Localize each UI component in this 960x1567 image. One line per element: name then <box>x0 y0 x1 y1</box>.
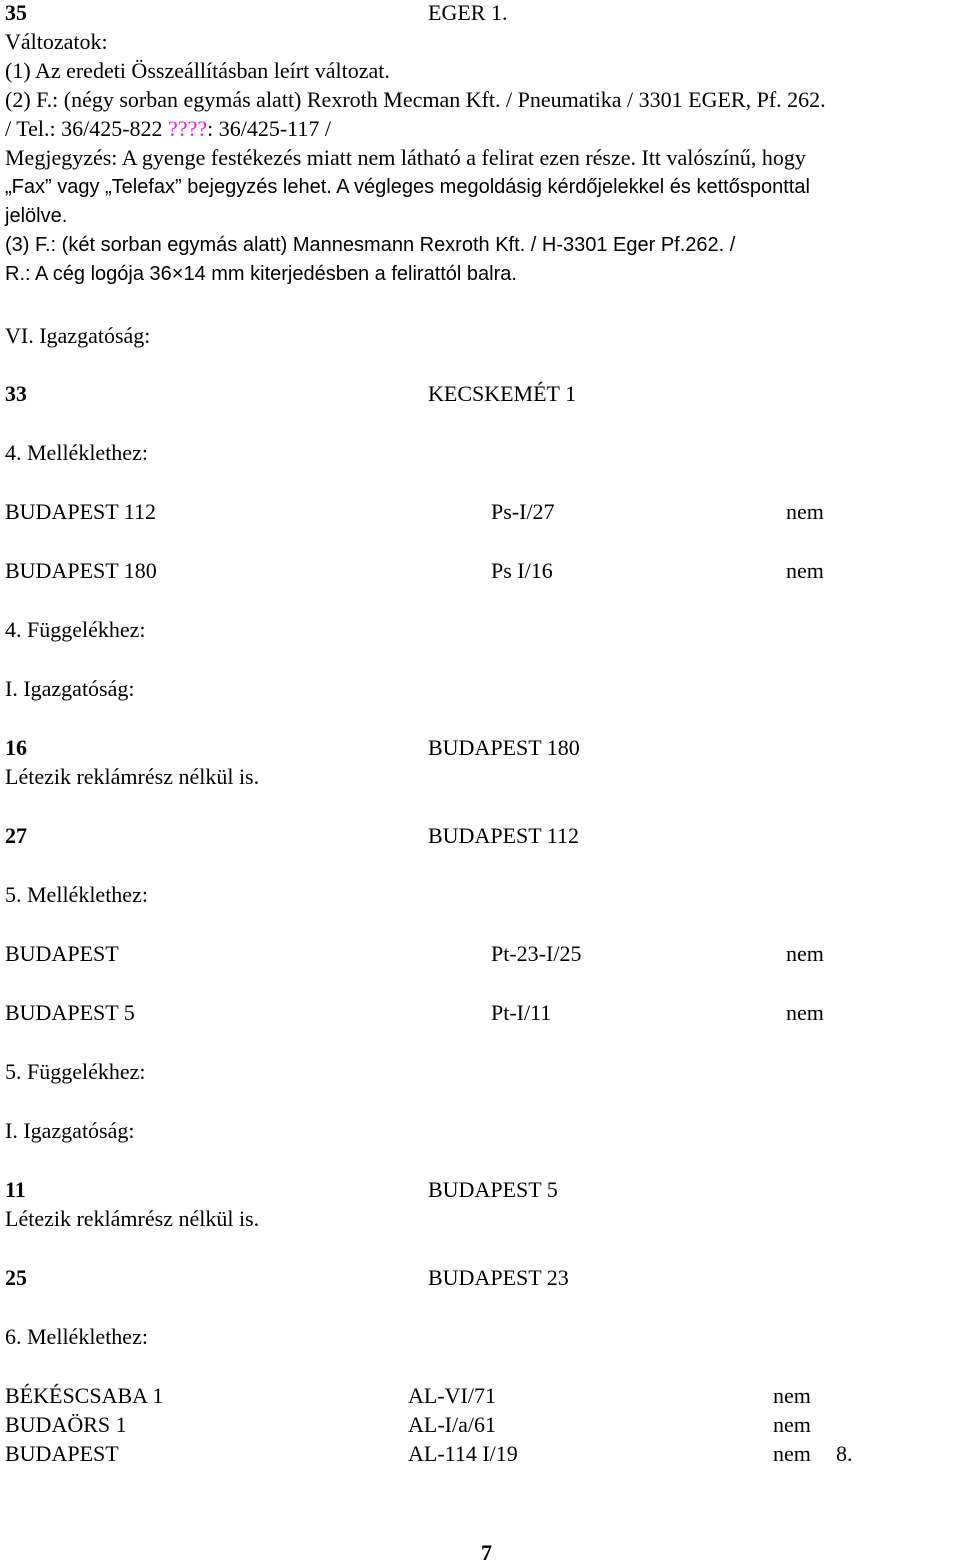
annex-5-row-code: Pt-23-I/25 <box>491 941 582 966</box>
appendix-5-subheading: I. Igazgatóság: <box>5 1118 135 1143</box>
variant-1: (1) Az eredeti Összeállításban leírt változat. <box>5 58 390 83</box>
variant-2-rest: : 36/425-117 / <box>207 116 331 141</box>
annex-5-row-value: nem <box>786 1000 824 1025</box>
annex-6-row-code: AL-114 I/19 <box>408 1441 518 1466</box>
variant-2-continuation <box>5 115 331 143</box>
appendix-5-heading: 5. Függelékhez: <box>5 1059 146 1084</box>
annex-6-row-code: AL-I/a/61 <box>408 1412 496 1437</box>
appendix-4-heading: 4. Függelékhez: <box>5 617 146 642</box>
section-vi-number: 33 <box>5 381 27 406</box>
annex-5-row-name: BUDAPEST 5 <box>5 1000 135 1025</box>
entry-place: EGER 1. <box>428 0 508 25</box>
variant-3: (3) F.: (két sorban egymás alatt) Mannesmann Rexroth Kft. / H-3301 Eger Pf.262. / <box>5 234 736 256</box>
note-line-1: Megjegyzés: A gyenge festékezés miatt nem látható a felirat ezen része. Itt valószínű, hogy <box>5 145 806 170</box>
section-vi-heading: VI. Igazgatóság: <box>5 323 151 348</box>
page-number: 7 <box>481 1540 492 1565</box>
appendix-5-entry-note: Létezik reklámrész nélkül is. <box>5 1206 260 1231</box>
note-line-2: „Fax” vagy „Telefax” bejegyzés lehet. A végleges megoldásig kérdőjelekkel és kettősponttal <box>5 176 810 198</box>
variant-3-continuation: R.: A cég logója 36×14 mm kiterjedésben a felirattól balra. <box>5 263 517 285</box>
annex-4-row-value: nem <box>786 499 824 524</box>
annex-6-heading: 6. Melléklethez: <box>5 1324 148 1349</box>
variants-title: Változatok: <box>5 29 108 54</box>
section-vi-place: KECSKEMÉT 1 <box>428 381 577 406</box>
appendix-4-subheading: I. Igazgatóság: <box>5 676 135 701</box>
appendix-4-entry-note: Létezik reklámrész nélkül is. <box>5 764 260 789</box>
appendix-4-entry-number: 27 <box>5 823 27 848</box>
appendix-5-entry-place: BUDAPEST 5 <box>428 1177 558 1202</box>
appendix-5-entry-place: BUDAPEST 23 <box>428 1265 569 1290</box>
annex-6-row-value: nem <box>773 1412 811 1437</box>
annex-6-row-value: nem <box>773 1441 811 1466</box>
annex-6-row-value: nem <box>773 1383 811 1408</box>
annex-4-row-code: Ps I/16 <box>491 558 553 583</box>
note-line-3: jelölve. <box>5 205 68 227</box>
appendix-5-entry-number: 25 <box>5 1265 27 1290</box>
annex-4-row-name: BUDAPEST 112 <box>5 499 156 524</box>
annex-6-row-name: BUDAÖRS 1 <box>5 1412 127 1437</box>
annex-4-row-code: Ps-I/27 <box>491 499 555 524</box>
annex-6-row-code: AL-VI/71 <box>408 1383 496 1408</box>
variant-2: (2) F.: (négy sorban egymás alatt) Rexroth Mecman Kft. / Pneumatika / 3301 EGER, Pf. 262. <box>5 87 826 112</box>
annex-6-row-name: BUDAPEST <box>5 1441 119 1466</box>
appendix-5-entry-number: 11 <box>5 1177 26 1202</box>
annex-4-row-name: BUDAPEST 180 <box>5 558 157 583</box>
annex-5-row-value: nem <box>786 941 824 966</box>
variant-2-tel: / Tel.: 36/425-822 <box>5 116 169 141</box>
annex-5-row-name: BUDAPEST <box>5 941 119 966</box>
annex-6-row-name: BÉKÉSCSABA 1 <box>5 1383 164 1408</box>
annex-5-heading: 5. Melléklethez: <box>5 882 148 907</box>
annex-4-row-value: nem <box>786 558 824 583</box>
annex-6-row-extra: 8. <box>836 1441 853 1466</box>
question-marks-highlight: ???? <box>168 116 208 141</box>
entry-number: 35 <box>5 0 27 25</box>
appendix-4-entry-place: BUDAPEST 180 <box>428 735 580 760</box>
annex-5-row-code: Pt-I/11 <box>491 1000 552 1025</box>
appendix-4-entry-place: BUDAPEST 112 <box>428 823 579 848</box>
appendix-4-entry-number: 16 <box>5 735 27 760</box>
annex-4-heading: 4. Melléklethez: <box>5 440 148 465</box>
